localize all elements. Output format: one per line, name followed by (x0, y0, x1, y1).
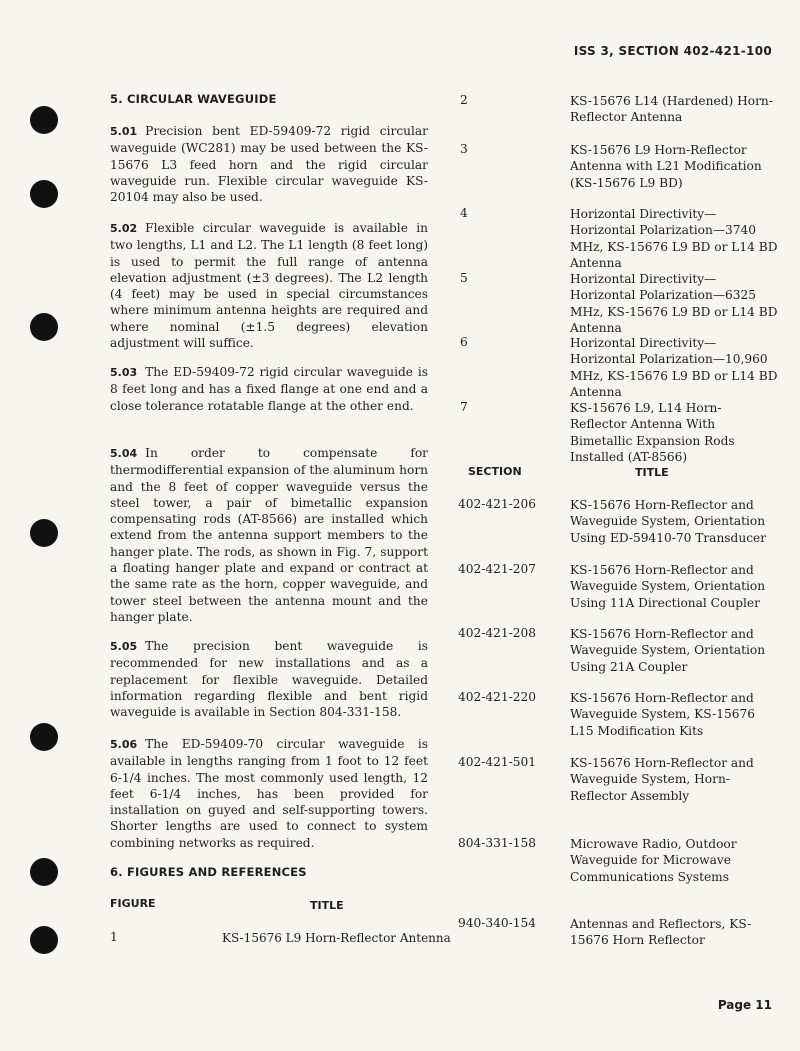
paragraph-number: 5.03 (110, 366, 138, 379)
paragraph-number: 5.02 (110, 222, 138, 235)
figure-title: Horizontal Directivity—Horizontal Polarization—10,960 MHz, KS-15676 L9 BD or L14 BD Antenna (570, 336, 778, 399)
paragraph-5-06 (110, 736, 428, 851)
binder-hole (30, 106, 58, 134)
binder-hole (30, 926, 58, 954)
section-6-heading: 6. FIGURES AND REFERENCES (110, 865, 307, 879)
paragraph-text: Precision bent ED-59409-72 rigid circular waveguide (WC281) may be used between the KS-15676 L3 feed horn and the rigid circular waveguide run. Flexible circular waveguide KS-20104 may also be used. (110, 124, 428, 205)
figure-number: 6 (460, 335, 468, 349)
figure-title: Horizontal Directivity—Horizontal Polarization—3740 MHz, KS-15676 L9 BD or L14 BD Antenna (570, 207, 778, 270)
figure-number: 7 (460, 400, 468, 414)
reference-title: KS-15676 Horn-Reflector and Waveguide System, Orientation Using ED-59410-70 Transducer (570, 498, 767, 545)
paragraph-5-02 (110, 220, 428, 351)
reference-title: KS-15676 Horn-Reflector and Waveguide System, Horn-Reflector Assembly (570, 756, 754, 803)
reference-title: Microwave Radio, Outdoor Waveguide for Microwave Communications Systems (570, 837, 737, 884)
reference-title: KS-15676 Horn-Reflector and Waveguide System, Orientation Using 21A Coupler (570, 627, 766, 674)
paragraph-number: 5.05 (110, 640, 138, 653)
section-5-heading: 5. CIRCULAR WAVEGUIDE (110, 92, 277, 106)
reference-title: KS-15676 Horn-Reflector and Waveguide System, KS-15676 L15 Modification Kits (570, 691, 755, 738)
paragraph-text: Flexible circular waveguide is available in two lengths, L1 and L2. The L1 length (8 feet long) is used to permit the full range of antenna elevation adjustment (±3 degrees). The L2 length (4 feet) may be used in special circumstances where minimum antenna heights are required and where nominal (±1.5 degrees) elevation adjustment will suffice. (110, 221, 428, 351)
figure-number: 1 (110, 930, 118, 944)
figure-number: 5 (460, 271, 468, 285)
reference-section-number: 402-421-206 (458, 497, 537, 511)
figure-title: Horizontal Directivity—Horizontal Polarization—6325 MHz, KS-15676 L9 BD or L14 BD Antenna (570, 272, 778, 335)
title-column-header: TITLE (310, 899, 344, 912)
figure-number: 3 (460, 142, 468, 156)
binder-hole (30, 723, 58, 751)
page-number: Page 11 (717, 998, 772, 1012)
paragraph-text: The precision bent waveguide is recommended for new installations and as a replacement for flexible waveguide. Detailed information regarding flexible and bent rigid waveguide is available in Section 804-331-158. (110, 639, 428, 720)
binder-hole (30, 519, 58, 547)
paragraph-number: 5.01 (110, 125, 138, 138)
paragraph-text: The ED-59409-72 rigid circular waveguide is 8 feet long and has a fixed flange at one end and a close tolerance rotatable flange at the other end. (110, 365, 428, 413)
paragraph-text: The ED-59409-70 circular waveguide is available in lengths ranging from 1 foot to 12 feet 6-1/4 inches. The most commonly used length, 12 feet 6-1/4 inches, has been provided for installation on guyed and self-supporting towers. Shorter lengths are used to connect to system combining networks as required. (110, 737, 428, 850)
reference-section-number: 940-340-154 (458, 916, 537, 930)
figure-number: 4 (460, 206, 468, 220)
page-header: ISS 3, SECTION 402-421-100 (573, 44, 772, 58)
figure-title: KS-15676 L9 Horn-Reflector Antenna with L21 Modification (KS-15676 L9 BD) (570, 143, 762, 190)
reference-section-number: 402-421-220 (458, 690, 537, 704)
figure-column-header: FIGURE (110, 897, 156, 910)
paragraph-text: In order to compensate for thermodifferential expansion of the aluminum horn and the 8 feet of copper waveguide versus the steel tower, a pair of bimetallic expansion compensating rods (AT-8566) are installed which extend from the antenna support members to the hanger plate. The rods, as shown in Fig. 7, support a floating hanger plate and expand or contract at the same rate as the horn, copper waveguide, and tower steel between the antenna mount and the hanger plate. (110, 446, 428, 624)
binder-hole (30, 180, 58, 208)
reference-title-column-header: TITLE (635, 466, 669, 479)
reference-title: Antennas and Reflectors, KS-15676 Horn Reflector (570, 917, 752, 948)
binder-hole (30, 858, 58, 886)
figure-title: KS-15676 L9, L14 Horn-Reflector Antenna With Bimetallic Expansion Rods Installed (AT-8566) (570, 401, 735, 464)
section-column-header: SECTION (468, 465, 522, 478)
figure-title: KS-15676 L14 (Hardened) Horn-Reflector Antenna (570, 94, 773, 125)
reference-section-number: 402-421-208 (458, 626, 537, 640)
figure-number: 2 (460, 93, 468, 107)
reference-title: KS-15676 Horn-Reflector and Waveguide System, Orientation Using 11A Directional Coupler (570, 563, 766, 610)
binder-hole (30, 313, 58, 341)
figure-title: KS-15676 L9 Horn-Reflector Antenna (222, 931, 451, 945)
reference-section-number: 402-421-207 (458, 562, 537, 576)
paragraph-5-03 (110, 364, 428, 414)
paragraph-number: 5.04 (110, 447, 138, 460)
paragraph-5-04 (110, 445, 428, 625)
reference-section-number: 804-331-158 (458, 836, 537, 850)
reference-section-number: 402-421-501 (458, 755, 537, 769)
paragraph-number: 5.06 (110, 738, 138, 751)
paragraph-5-05 (110, 638, 428, 720)
paragraph-5-01 (110, 123, 428, 205)
